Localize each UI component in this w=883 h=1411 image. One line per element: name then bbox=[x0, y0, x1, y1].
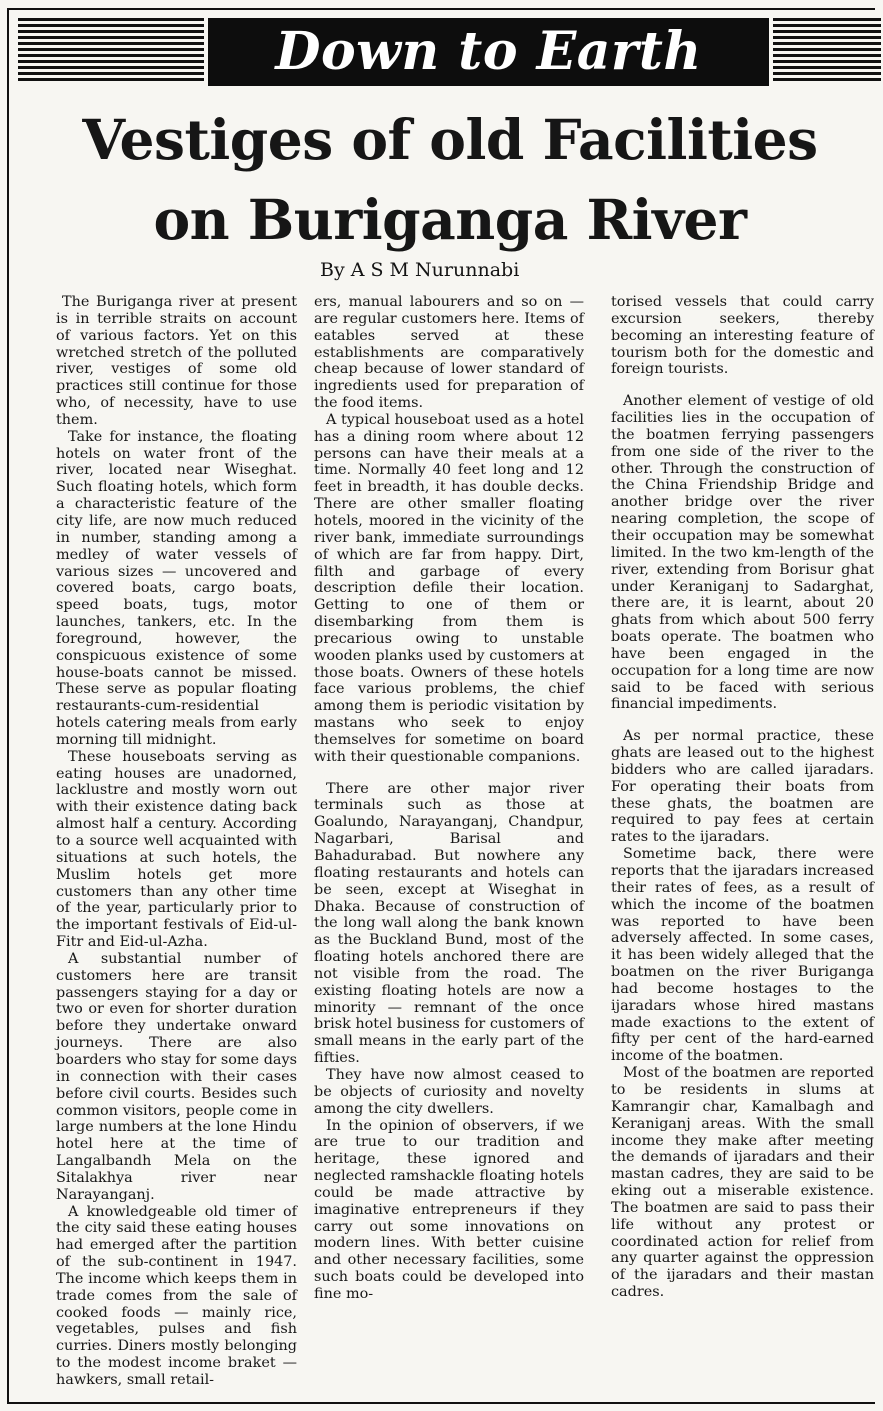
article-column-2 bbox=[314, 294, 584, 1303]
section-title-box bbox=[208, 18, 769, 86]
paragraph: The Buriganga river at present is in terrible straits on account of various factors. Yet on this wretched stretch of the polluted river, vestiges of some old practices still continue for those who, of necessity, have to use them. bbox=[56, 294, 297, 428]
paragraph: Take for instance, the floating hotels on water front of the river, located near Wiseghat. Such floating hotels, which form a characteristic feature of the city life, are now much reduced in number, standing among a medley of water vessels of various sizes — uncovered and covered boats, cargo boats, speed boats, tugs, motor launches, tankers, etc. In the foreground, however, the conspicuous existence of some house-boats cannot be missed. These serve as popular floating restaurants-cum-residential hotels catering meals from early morning till midnight. bbox=[56, 428, 297, 748]
section-title: Down to Earth bbox=[275, 21, 702, 82]
decorative-rule-left bbox=[18, 18, 204, 84]
article-column-3 bbox=[611, 294, 874, 1301]
article-column-1 bbox=[56, 294, 297, 1389]
paragraph: A knowledgeable old timer of the city said these eating houses had emerged after the partition of the sub-continent in 1947. The income which keeps them in trade comes from the sale of cooked foods — mainly rice, vegetables, pulses and fish curries. Diners mostly belonging to the modest income braket — hawkers, small retail- bbox=[56, 1203, 297, 1388]
paragraph: Sometime back, there were reports that the ijaradars increased their rates of fees, as a result of which the income of the boatmen was reported to have been adversely affected. In some cases, it has been widely alleged that the boatmen on the river Buriganga had become hostages to the ijaradars whose hired mastans made exactions to the extent of fifty per cent of the hard-earned income of the boatmen. bbox=[611, 846, 874, 1065]
paragraph: In the opinion of observers, if we are true to our tradition and heritage, these ignored and neglected ramshackle floating hotels could be made attractive by imaginative entrepreneurs if they carry out some innovations on modern lines. With better cuisine and other necessary facilities, some such boats could be developed into fine mo- bbox=[314, 1117, 584, 1302]
paragraph: There are other major river terminals such as those at Goalundo, Narayanganj, Chandpur, Nagarbari, Barisal and Bahadurabad. But nowhere any floating restaurants and hotels can be seen, except at Wiseghat in Dhaka. Because of construction of the long wall along the bank known as the Buckland Bund, most of the floating hotels anchored there are not visible from the road. The existing floating hotels are now a minority — remnant of the once brisk hotel business for customers of small means in the early part of the fifties. bbox=[314, 780, 584, 1067]
headline-line-2: on Buriganga River bbox=[153, 187, 747, 252]
headline bbox=[20, 100, 880, 260]
paragraph: torised vessels that could carry excursion seekers, thereby becoming an interesting feature of tourism both for the domestic and foreign tourists. bbox=[611, 294, 874, 378]
byline: By A S M Nurunnabi bbox=[320, 259, 520, 281]
paragraph: Another element of vestige of old facilities lies in the occupation of the boatmen ferrying passengers from one side of the river to the other. Through the construction of the China Friendship Bridge and another bridge over the river nearing completion, the scope of their occupation may be somewhat limited. In the two km-length of the river, extending from Borisur ghat under Keraniganj to Sadarghat, there are, it is learnt, about 20 ghats from which about 500 ferry boats operate. The boatmen who have been engaged in the occupation for a long time are now said to be faced with serious financial impediments. bbox=[611, 393, 874, 713]
paragraph: A typical houseboat used as a hotel has a dining room where about 12 persons can have their meals at a time. Normally 40 feet long and 12 feet in breadth, it has double decks. There are other smaller floating hotels, moored in the vicinity of the river bank, immediate surroundings of which are far from happy. Dirt, filth and garbage of every description defile their location. Getting to one of them or disembarking from them is precarious owing to unstable wooden planks used by customers at those boats. Owners of these hotels face various problems, the chief among them is periodic visitation by mastans who seek to enjoy themselves for sometime on board with their questionable companions. bbox=[314, 411, 584, 765]
paragraph: Most of the boatmen are reported to be residents in slums at Kamrangir char, Kamalbagh and Keraniganj areas. With the small income they make after meeting the demands of ijaradars and their mastan cadres, they are said to be eking out a miserable existence. The boatmen are said to pass their life without any protest or coordinated action for relief from any quarter against the oppression of the ijaradars and their mastan cadres. bbox=[611, 1065, 874, 1301]
paragraph: They have now almost ceased to be objects of curiosity and novelty among the city dwellers. bbox=[314, 1066, 584, 1117]
section-masthead bbox=[16, 18, 881, 90]
decorative-rule-right bbox=[773, 18, 881, 84]
paragraph: ers, manual labourers and so on — are regular customers here. Items of eatables served at these establishments are comparatively cheap because of lower standard of ingredients used for preparation of the food items. bbox=[314, 294, 584, 412]
paragraph: A substantial number of customers here are transit passengers staying for a day or two or even for shorter duration before they undertake onward journeys. There are also boarders who stay for some days in connection with their cases before civil courts. Besides such common visitors, people come in large numbers at the lone Hindu hotel here at the time of Langalbandh Mela on the Sitalakhya river near Narayanganj. bbox=[56, 950, 297, 1203]
headline-line-1: Vestiges of old Facilities bbox=[82, 107, 818, 172]
paragraph: As per normal practice, these ghats are leased out to the highest bidders who are called ijaradars. For operating their boats from these ghats, the boatmen are required to pay fees at certain rates to the ijaradars. bbox=[611, 728, 874, 846]
paragraph: These houseboats serving as eating houses are unadorned, lacklustre and mostly worn out with their existence dating back almost half a century. According to a source well acquainted with situations at such hotels, the Muslim hotels get more customers than any other time of the year, particularly prior to the important festivals of Eid-ul-Fitr and Eid-ul-Azha. bbox=[56, 748, 297, 951]
